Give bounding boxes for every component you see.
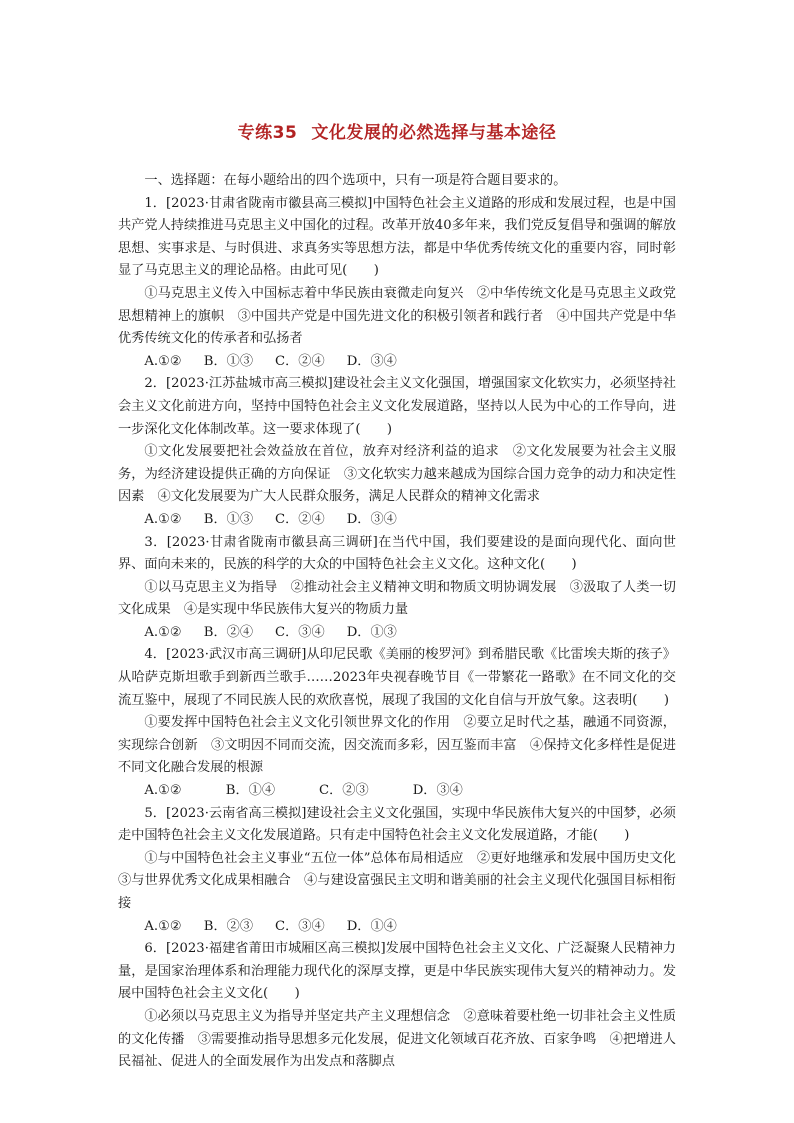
- question-items: ①必须以马克思主义为指导并坚定共产主义理想信念 ②意味着要杜绝一切非社会主义性质的文化传播 ③需要推动指导思想多元化发展，促进文化领域百花齐放、百家争鸣 ④把增进人民福祉、促进人的全面发展作为出发点和落脚点: [118, 1008, 676, 1070]
- option-a: A.①②: [144, 624, 182, 640]
- question-items: ①文化发展要把社会效益放在首位，放弃对经济利益的追求 ②文化发展要为社会主义服务，为经济建设提供正确的方向保证 ③文化软实力越来越成为国综合国力竞争的动力和决定性因素 ④文化发展要为广大人民群众服务，满足人民群众的精神文化需求: [118, 444, 676, 505]
- option-b: B．②③: [203, 918, 254, 934]
- section-heading: 一、选择题：在每小题给出的四个选项中，只有一项是符合题目要求的。: [144, 173, 567, 188]
- content: [118, 170, 690, 1074]
- question-options: [118, 509, 676, 532]
- question-items: ①要发挥中国特色社会主义文化引领世界文化的作用 ②要立足时代之基，融通不同资源，实现综合创新 ③文明因不同而交流，因交流而多彩，因互鉴而丰富 ④保持文化多样性是促进不同文化融合发展的根源: [118, 715, 676, 776]
- question-items: ①与中国特色社会主义事业“五位一体”总体布局相适应 ②更好地继承和发展中国历史文化 ③与世界优秀文化成果相融合 ④与建设富强民主文明和谐美丽的社会主义现代化强国目标相衔接: [118, 850, 690, 911]
- title-text: 文化发展的必然选择与基本途径: [311, 123, 557, 143]
- question-stem: 6．[2023·福建省莆田市城厢区高三模拟]发展中国特色社会主义文化、广泛凝聚人民精神力量，是国家治理体系和治理能力现代化的深厚支撑，更是中华民族实现伟大复兴的精神动力。发展中国特色社会主义文化( ): [118, 941, 676, 1002]
- question-stem: 1．[2023·甘肃省陇南市徽县高三模拟]中国特色社会主义道路的形成和发展过程，也是中国共产党人持续推进马克思主义中国化的过程。改革开放40多年来，我们党反复倡导和强调的解放思想、实事求是、与时俱进、求真务实等思想方法，都是中华优秀传统文化的重要内容，同时彰显了马克思主义的理论品格。由此可见( ): [118, 195, 676, 279]
- page-title: [0, 118, 794, 143]
- option-d: D．③④: [346, 353, 397, 369]
- option-b: B．①④: [225, 783, 276, 799]
- option-b: B．②④: [203, 624, 254, 640]
- question-options: [118, 622, 676, 645]
- option-b: B．①③: [203, 511, 254, 527]
- question-options: [118, 351, 676, 374]
- question-stem: 3．[2023·甘肃省陇南市徽县高三调研]在当代中国，我们要建设的是面向现代化、面向世界、面向未来的，民族的科学的大众的中国特色社会主义文化。这种文化( ): [118, 534, 676, 573]
- option-a: A.①②: [144, 511, 182, 527]
- option-d: D．①③: [346, 624, 397, 640]
- question-stem: 2．[2023·江苏盐城市高三模拟]建设社会主义文化强国，增强国家文化软实力，必须坚持社会主义文化前进方向，坚持中国特色社会主义文化发展道路，坚持以人民为中心的工作导向，进一步深化文化体制改革。这一要求体现了( ): [118, 376, 676, 437]
- option-d: D．①④: [346, 918, 397, 934]
- option-b: B．①③: [203, 353, 254, 369]
- option-c: C．③④: [275, 624, 325, 640]
- option-d: D．③④: [346, 511, 397, 527]
- question-options: [118, 780, 676, 803]
- question-items: ①马克思主义传入中国标志着中华民族由衰微走向复兴 ②中华传统文化是马克思主义政党思想精神上的旗帜 ③中国共产党是中国先进文化的积极引领者和践行者 ④中国共产党是中华优秀传统文化的传承者和弘扬者: [118, 285, 676, 347]
- option-c: C．②④: [275, 353, 325, 369]
- option-a: A.①②: [144, 918, 182, 934]
- option-d: D．③④: [412, 783, 463, 799]
- question-stem: 5．[2023·云南省高三模拟]建设社会主义文化强国，实现中华民族伟大复兴的中国梦，必须走中国特色社会主义文化发展道路。只有走中国特色社会主义文化发展道路，才能( ): [118, 805, 676, 844]
- question-stem: 4．[2023·武汉市高三调研]从印尼民歌《美丽的梭罗河》到希腊民歌《比雷埃夫斯的孩子》从哈萨克斯坦歌手到新西兰歌手……2023年央视春晚节目《一带繁花一路歌》在不同文化的交流互鉴中，展现了不同民族人民的欢欣喜悦，展现了我国的文化自信与开放气象。这表明( ): [118, 647, 676, 708]
- option-a: A.①②: [144, 783, 182, 799]
- title-number: 专练35: [237, 123, 298, 143]
- question-items: ①以马克思主义为指导 ②推动社会主义精神文明和物质文明协调发展 ③汲取了人类一切文化成果 ④是实现中华民族伟大复兴的物质力量: [118, 579, 676, 618]
- option-c: C．③④: [275, 918, 325, 934]
- option-c: C．②④: [275, 511, 325, 527]
- option-c: C．②③: [319, 783, 369, 799]
- question-options: [118, 916, 676, 939]
- option-a: A.①②: [144, 353, 182, 369]
